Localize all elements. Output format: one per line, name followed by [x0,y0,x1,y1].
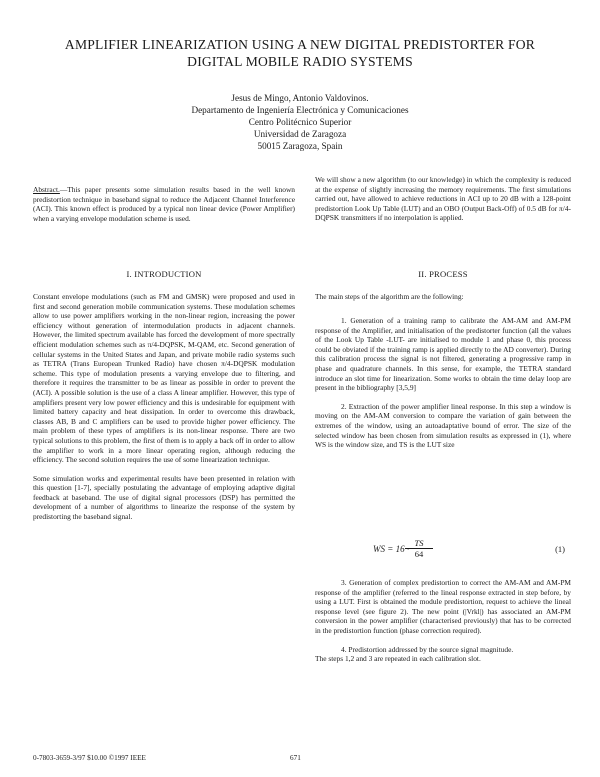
page-number: 671 [290,754,301,762]
equation-fraction [405,538,433,559]
paper-title [20,36,580,70]
author-city: 50015 Zaragoza, Spain [257,141,343,151]
author-center: Centro Politécnico Superior [248,117,352,127]
author-department: Departamento de Ingeniería Electrónica y Comunicaciones [191,105,409,115]
abstract [33,185,295,232]
title-line-1: AMPLIFIER LINEARIZATION USING A NEW DIGITAL PREDISTORTER FOR [64,37,536,52]
equation-1 [315,540,571,566]
intro-paragraph-1: Constant envelope modulations (such as FM and GMSK) were proposed and used in first and second generation mobile communication systems. These modulation schemes allow to use power amplifiers working in the non-linear region, increasing the power efficiency without generation of intermodulation products in adjacent channels. However, the limited spectrum available has forced the development of more spectrally efficient modulation schemes such as π/4-DQPSK, M-QAM, etc. Second generation of cellular systems in the United States and Japan, and private mobile radio systems such as TETRA (Trans European Trunked Radio) have chosen π/4-DQPSK modulation scheme. This type of modulation presents a varying envelope due to filtering, and therefore it requires the transmitter to be as linear as possible in order to prevent the (ACI). A possible solution is the use of a class A linear amplifier. However, this type of amplifiers present very low power efficiency and this is undesirable for equipment with limited battery capacity and heat dissipation. In order to overcome this drawback, classes AB, B and C amplifiers can be used to provide higher power efficiency. The main problem of these types of amplifiers is its non-linear response. There are two typical solutions to this problem, the first of them is to apply a back off in order to allow the amplifier to work in a more linear operating region, although reducing the efficiency. The second solution requires the use of some linearization technique. [33,292,295,465]
section-2-steps-b [315,578,571,664]
step-1: 1. Generation of a training ramp to calibrate the AM-AM and AM-PM response of the Amplifier, and initialisation of the predistorter function (all the values of the Look Up Table -LUT- are initialised to module 1 and phase 0, this process could be obviated if the training ramp is applied directly to the AD converter). During this calibration process the signal is not filtered, generating a progressive ramp in phase and quadrature channels. In this sense, for example, the TETRA standard introduce an slot time for linearization. Some works to obtain the time delay loop are present in the bibliography [3,5,9] [315,316,571,393]
author-university: Universidad de Zaragoza [253,129,347,139]
step-2: 2. Extraction of the power amplifier lineal response. In this step a window is moving on the AM-AM conversion to compare the variation of gain between the extremes of the window, using an autoadaptative bound of error. The size of the selected window has been chosen from simulation results as expressed in (1), where WS is the window size, and TS is the LUT size [315,401,571,450]
author-block [150,92,450,152]
abstract-label: Abstract. [33,185,60,194]
equation-numerator: TS [405,538,433,549]
section-2-heading: II. PROCESS [418,269,468,279]
intro-paragraph-2: Some simulation works and experimental results have been presented in relation with this question [1-7], specially postulating the advantage of employing adaptive digital feedback at baseband. The use of digital signal processors (DSP) has permitted the development of a number of algorithms to linearize the response of the system by predistorting the baseband signal. [33,473,295,522]
step-4: 4. Predistortion addressed by the source signal magnitude. [341,644,514,654]
equation-lhs: WS = 16 · [373,544,410,554]
abstract-text: —This paper presents some simulation results based in the well known predistortion technique in baseband signal to reduce the Adjacent Channel Interference (ACI). This known effect is produced by a typical non linear device (Power Amplifier) when a varying envelope modulation scheme is used. [33,185,295,223]
closing-line: The steps 1,2 and 3 are repeated in each calibration slot. [315,654,481,664]
step-3: 3. Generation of complex predistortion to correct the AM-AM and AM-PM response of the amplifier (referred to the lineal response extracted in step before, by using a LUT. First is obtained the module predistortion, request to achieve the lineal response level (see figure 2). The new point (|Vrkl|) has associated an AM-PM conversion in the power amplifier (characterised previously) that has to be corrected in the predistortion function (phase correction required). [315,578,571,635]
section-2-steps-a [315,316,571,459]
section-1-heading: I. INTRODUCTION [126,269,202,279]
title-line-2: DIGITAL MOBILE RADIO SYSTEMS [187,54,413,69]
author-names: Jesus de Mingo, Antonio Valdovinos. [231,93,369,103]
right-intro-paragraph: We will show a new algorithm (to our knowledge) in which the complexity is reduced at the expense of slightly increasing the memory requirements. The first simulations carried out, have allowed to achieve reductions in ACI up to 20 dB with a 128-point predistortion Look Up Table (LUT) and an OBO (Output Back-Off) of 0.5 dB for π/4-DQPSK transmitters if no interpolation is applied. [315,175,571,223]
footer-isbn: 0-7803-3659-3/97 $10.00 ©1997 IEEE [33,754,146,762]
equation-number: (1) [555,544,565,554]
section-1-body [33,292,295,531]
section-2-lead: The main steps of the algorithm are the following: [315,292,464,301]
equation-denominator: 64 [414,549,424,559]
